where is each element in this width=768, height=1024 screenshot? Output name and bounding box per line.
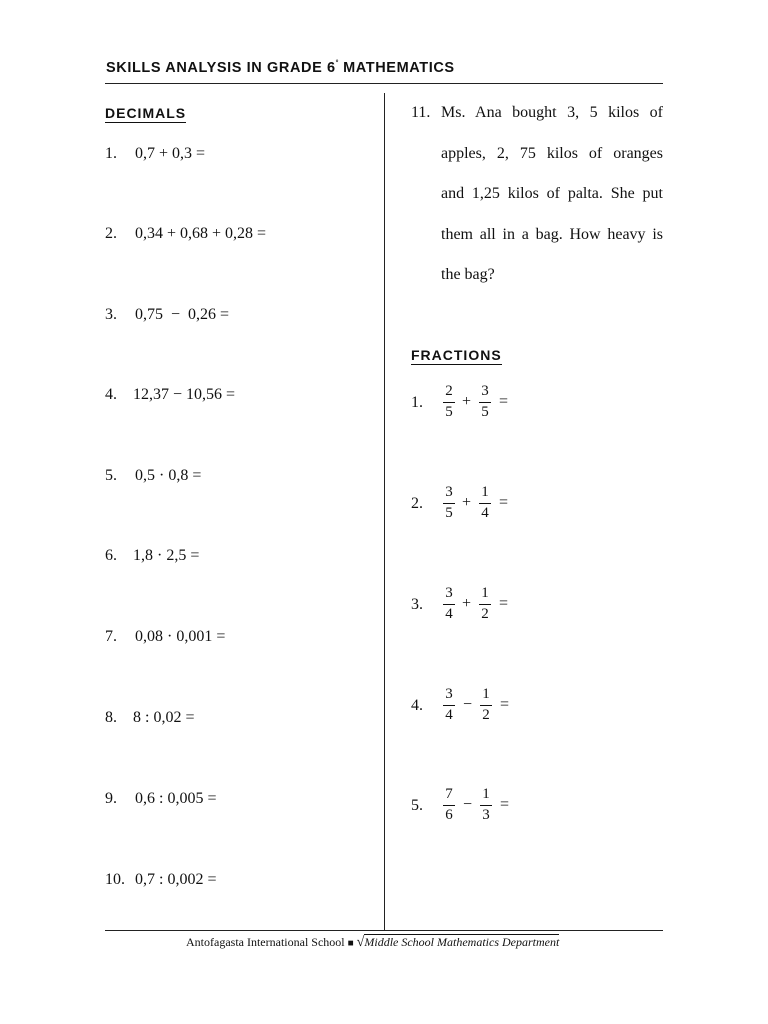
word-problem-line: Ms. Ana bought 3, 5 kilos of [441,104,663,121]
word-problem-line: the bag? [441,266,495,283]
word-problem-line: apples, 2, 75 kilos of oranges [441,145,663,162]
column-divider [384,93,385,931]
footer-school: Antofagasta International School [186,935,345,949]
word-problem-line: and 1,25 kilos of palta. She put [441,185,663,202]
fractions-heading: FRACTIONS [411,347,502,363]
word-problem-number: 11. [411,104,431,121]
decimal-item: 10. 0,7 : 0,002 = [105,871,217,888]
decimal-item: 9. 0,6 : 0,005 = [105,790,217,807]
decimal-item: 3. 0,75 − 0,26 = [105,306,230,323]
decimal-item: 8. 8 : 0,02 = [105,709,195,726]
word-problem-line: them all in a bag. How heavy is [441,226,663,243]
decimal-item: 6. 1,8 · 2,5 = [105,547,200,564]
footer-divider [105,930,663,931]
decimal-item: 1. 0,7 + 0,3 = [105,145,206,162]
decimal-item: 4. 12,37 − 10,56 = [105,386,236,403]
sqrt-icon: √ [356,935,365,950]
page-title: SKILLS ANALYSIS IN GRADE 6° MATHEMATICS [106,60,455,76]
footer [186,935,559,951]
footer-department: Middle School Mathematics Department [364,935,560,949]
square-bullet-icon: ■ [347,938,354,949]
decimal-item: 7. 0,08 · 0,001 = [105,628,226,645]
decimal-item: 2. 0,34 + 0,68 + 0,28 = [105,225,267,242]
header-divider [105,83,663,84]
decimals-heading: DECIMALS [105,105,187,121]
decimal-item: 5. 0,5 · 0,8 = [105,467,202,484]
